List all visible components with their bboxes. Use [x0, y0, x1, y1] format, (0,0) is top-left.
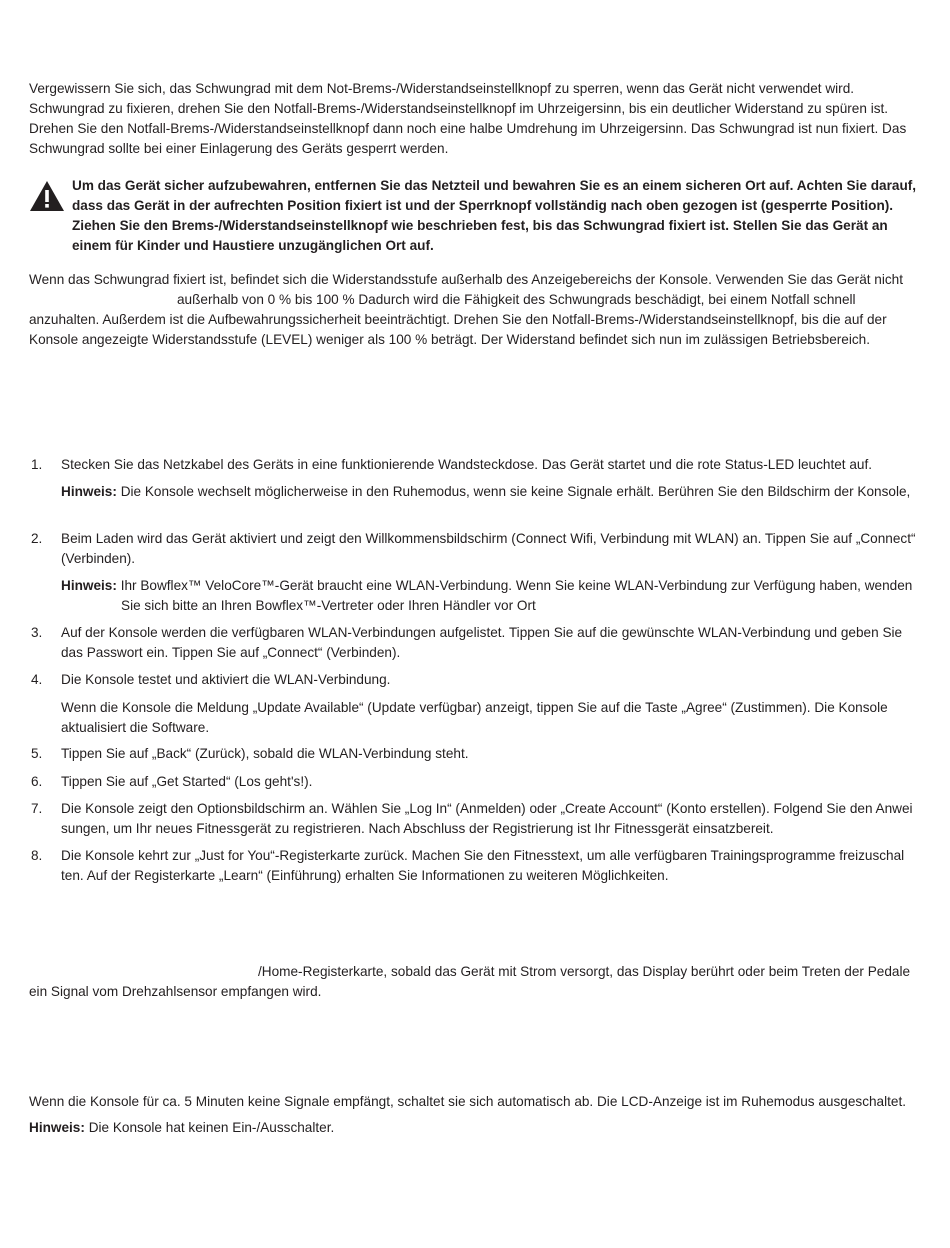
warning-text: Um das Gerät sicher aufzubewahren, entfernen Sie das Netzteil und bewahren Sie es an einem sicheren Ort auf. Achten Sie darauf, dass das Gerät in der aufrechten Position fixiert ist und der Sperrknopf vollständig nach oben gezogen ist (gesperrte Position). Ziehen Sie den Brems-/Widerstandseinstellknopf wie beschrieben fest, bis das Schwungrad fixiert ist. Stellen Sie das Gerät an einem für Kinder und Haustiere unzugänglichen Ort auf.: [72, 178, 917, 253]
step-4-subtext: Wenn die Konsole die Meldung „Update Available“ (Update verfügbar) anzeigt, tippen Sie auf die Taste „Agree“ (Zustimmen). Die Konsole aktualisiert die Software.: [61, 700, 888, 735]
flywheel-line-1: Wenn das Schwungrad fixiert ist, befindet sich die Widerstandsstufe außerhalb des Anzeigebereichs der Konsole. Verwenden Sie das Gerät nicht: [29, 272, 904, 287]
step-number: 1.: [31, 457, 43, 472]
note-text: Ihr Bowflex™ VeloCore™-Gerät braucht eine WLAN-Verbindung. Wenn Sie keine WLAN-Verbindung zur Verfügung haben, wenden: [120, 578, 913, 593]
flywheel-rest: anzuhalten. Außerdem ist die Aufbewahrungssicherheit beeinträchtigt. Drehen Sie den Notfall-Brems-/Widerstandseinstellknopf, bis die auf der Konsole angezeigte Widerstandsstufe (LEVEL) weniger als 100 % beträgt. Der Widerstand befindet sich nun im zulässigen Betriebsbereich.: [29, 312, 887, 347]
step-text: Tippen Sie auf „Back“ (Zurück), sobald die WLAN-Verbindung steht.: [61, 746, 469, 761]
home-line-1: /Home-Registerkarte, sobald das Gerät mit Strom versorgt, das Display berührt oder beim Treten der Pedale: [258, 964, 911, 979]
step-number: 4.: [31, 672, 43, 687]
home-line-2: ein Signal vom Drehzahlsensor empfangen wird.: [29, 984, 322, 999]
step-text: Die Konsole zeigt den Optionsbildschirm an. Wählen Sie „Log In“ (Anmelden) oder „Create Account“ (Konto erstellen). Folgend Sie den Anwei sungen, um Ihr neues Fitnessgerät zu registrieren. Nach Abschluss der Registrierung ist Ihr Fitnessgerät einsatzbereit.: [61, 801, 913, 836]
note-label: Hinweis:: [61, 484, 117, 499]
step-text: Die Konsole testet und aktiviert die WLAN-Verbindung.: [61, 672, 391, 687]
warning-triangle-icon: [29, 180, 65, 212]
step-number: 5.: [31, 746, 43, 761]
note-2-continued: Sie sich bitte an Ihren Bowflex™-Vertreter oder Ihren Händler vor Ort: [121, 598, 536, 613]
step-number: 8.: [31, 848, 43, 863]
note-label: Hinweis:: [29, 1120, 85, 1135]
step-text: Tippen Sie auf „Get Started“ (Los geht's!).: [61, 774, 313, 789]
note-label: Hinweis:: [61, 578, 117, 593]
step-text: Beim Laden wird das Gerät aktiviert und zeigt den Willkommensbildschirm (Connect Wifi, Verbindung mit WLAN) an. Tippen Sie auf „Connect“ (Verbinden).: [61, 531, 916, 566]
note-1: [61, 482, 921, 502]
note-text: Die Konsole hat keinen Ein-/Ausschalter.: [88, 1120, 335, 1135]
sleep-note: [29, 1118, 919, 1138]
intro-paragraph: Vergewissern Sie sich, das Schwungrad mit dem Not-Brems-/Widerstandseinstellknopf zu sperren, wenn das Gerät nicht verwendet wird. Schwungrad zu fixieren, drehen Sie den Notfall-Brems-/Widerstandseinstellknopf im Uhrzeigersinn, bis ein deutlicher Widerstand zu spüren ist. Drehen Sie den Notfall-Brems-/Widerstandseinstellknopf dann noch eine halbe Umdrehung im Uhrzeigersinn. Das Schwungrad ist nun fixiert. Das Schwungrad sollte bei einer Einlagerung des Geräts gesperrt werden.: [29, 81, 907, 156]
note-2: [61, 576, 921, 596]
step-text: Stecken Sie das Netzkabel des Geräts in eine funktionierende Wandsteckdose. Das Gerät startet und die rote Status-LED leuchtet auf.: [61, 457, 873, 472]
sleep-mode-text: Wenn die Konsole für ca. 5 Minuten keine Signale empfängt, schaltet sie sich automatisch ab. Die LCD-Anzeige ist im Ruhemodus ausgeschaltet.: [29, 1094, 907, 1109]
flywheel-line-2: außerhalb von 0 % bis 100 % Dadurch wird die Fähigkeit des Schwungrads beschädigt, bei einem Notfall schnell: [177, 292, 856, 307]
step-number: 3.: [31, 625, 43, 640]
step-number: 7.: [31, 801, 43, 816]
step-text: Auf der Konsole werden die verfügbaren WLAN-Verbindungen aufgelistet. Tippen Sie auf die gewünschte WLAN-Verbindung und geben Sie das Passwort ein. Tippen Sie auf „Connect“ (Verbinden).: [61, 625, 903, 660]
note-text: Die Konsole wechselt möglicherweise in den Ruhemodus, wenn sie keine Signale erhält. Berühren Sie den Bildschirm der Konsole,: [120, 484, 911, 499]
step-number: 2.: [31, 531, 43, 546]
step-text: Die Konsole kehrt zur „Just for You“-Registerkarte zurück. Machen Sie den Fitnesstext, um alle verfügbaren Trainingsprogramme freizuschal ten. Auf der Registerkarte „Learn“ (Einführung) erhalten Sie Informationen zu weiteren Möglichkeiten.: [61, 848, 905, 883]
step-number: 6.: [31, 774, 43, 789]
